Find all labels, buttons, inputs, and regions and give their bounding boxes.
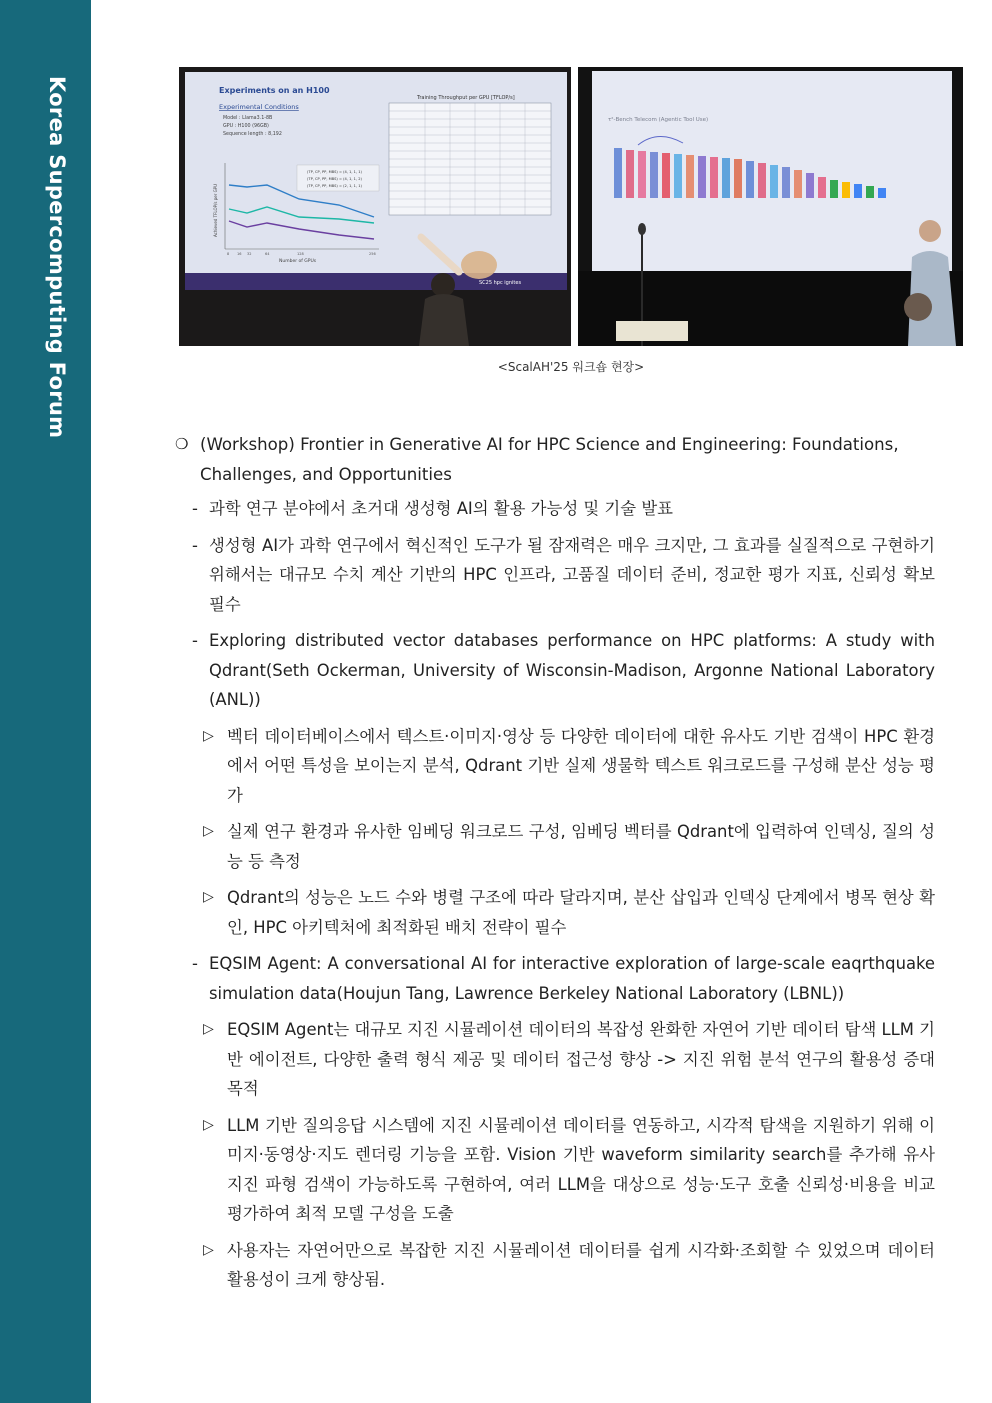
list-item <box>192 531 935 620</box>
condition-2: GPU : H100 (96GB) <box>223 124 269 129</box>
slide-footer-logo: SC25 hpc ignites <box>479 280 522 286</box>
list-item <box>192 494 935 524</box>
workshop-section <box>175 430 935 1302</box>
legend-2: (TP, CP, PP, MBS) = (4, 1, 1, 2) <box>307 177 362 181</box>
legend-1: (TP, CP, PP, MBS) = (4, 1, 1, 1) <box>307 170 362 174</box>
list-item-text: EQSIM Agent: A conversational AI for interactive exploration of large-scale eaqrthquake simulation data(Houjun Tang, Lawrence Berkeley National Laboratory (LBNL)) <box>209 954 935 1003</box>
sub-list-item-text: Qdrant의 성능은 노드 수와 병렬 구조에 따라 달라지며, 분산 삽입과 인덱싱 단계에서 병목 현상 확인, HPC 아키텍처에 최적화된 배치 전략이 필수 <box>227 888 935 937</box>
sub-list-item <box>203 722 935 811</box>
condition-3: Sequence length : 8,192 <box>223 132 282 137</box>
list-item-text: 과학 연구 분야에서 초거대 생성형 AI의 활용 가능성 및 기술 발표 <box>209 499 673 518</box>
chart-xlabel: Number of GPUs <box>279 259 317 264</box>
workshop-photo-right <box>578 67 963 346</box>
sub-list-item-text: LLM 기반 질의응답 시스템에 지진 시뮬레이션 데이터를 연동하고, 시각적 탐색을 지원하기 위해 이미지·동영상·지도 렌더링 기능을 포함. Vision 기반 waveform similarity search를 추가해 유사 지진 파형 검색이 가능하도록 구현하여, 여러 LLM을 대상으로 성능·도구 호출 신뢰성·비용을 비교 평가하여 최적 모델 구성을 도출 <box>227 1115 935 1223</box>
dash-marker: - <box>192 631 198 650</box>
triangle-bullet-icon: ▷ <box>203 1241 214 1258</box>
section-heading <box>175 430 935 489</box>
list-item <box>192 626 935 715</box>
sidebar-band <box>0 0 91 1403</box>
photo-caption: <ScalAH'25 워크숍 현장> <box>497 360 645 374</box>
dash-marker: - <box>192 499 198 518</box>
condition-1: Model : Llama3.1-8B <box>223 116 273 121</box>
list-item-text: Exploring distributed vector databases performance on HPC platforms: A study with Qdrant(Seth Ockerman, University of Wisconsin-Madison, Argonne National Laboratory (ANL)) <box>209 631 935 709</box>
xtick-128: 128 <box>297 252 304 256</box>
triangle-bullet-icon: ▷ <box>203 727 214 744</box>
dash-marker: - <box>192 535 198 555</box>
section-title: (Workshop) Frontier in Generative AI for HPC Science and Engineering: Foundations, Challenges, and Opportunities <box>200 435 899 484</box>
triangle-bullet-icon: ▷ <box>203 1116 214 1133</box>
projector <box>616 321 688 341</box>
benchmark-title: τ²-Bench Telecom (Agentic Tool Use) <box>608 117 709 123</box>
triangle-bullet-icon: ▷ <box>203 823 214 839</box>
sub-list-item-text: 벡터 데이터베이스에서 텍스트·이미지·영상 등 다양한 데이터에 대한 유사도 기반 검색이 HPC 환경에서 어떤 특성을 보이는지 분석, Qdrant 기반 실제 생물학 텍스트 워크로드를 구성해 분산 성능 평가 <box>227 726 935 805</box>
dash-marker: - <box>192 954 198 973</box>
slide-title: Experiments on an H100 <box>219 86 330 95</box>
circle-bullet-icon: ❍ <box>175 435 189 453</box>
list-item-text: 생성형 AI가 과학 연구에서 혁신적인 도구가 될 잠재력은 매우 크지만, 그 효과를 실질적으로 구현하기 위해서는 대규모 수치 계산 기반의 HPC 인프라, 고품질 데이터 준비, 정교한 평가 지표, 신뢰성 확보 필수 <box>209 535 935 614</box>
triangle-bullet-icon: ▷ <box>203 889 214 905</box>
triangle-bullet-icon: ▷ <box>203 1021 214 1037</box>
list-item <box>192 949 935 1008</box>
throughput-table <box>389 103 551 215</box>
xtick-256: 256 <box>369 252 376 256</box>
sub-list-item-text: EQSIM Agent는 대규모 지진 시뮬레이션 데이터의 복잡성 완화한 자연어 기반 데이터 탐색 LLM 기반 에이전트, 다양한 출력 형식 제공 및 데이터 접근성 향상 -> 지진 위험 분석 연구의 활용성 증대 목적 <box>227 1020 935 1098</box>
sub-list-item <box>203 883 935 942</box>
sub-list-item-text: 사용자는 자연어만으로 복잡한 지진 시뮬레이션 데이터를 쉽게 시각화·조회할 수 있었으며 데이터 활용성이 크게 향상됨. <box>227 1240 935 1289</box>
legend-3: (TP, CP, PP, MBS) = (2, 1, 1, 1) <box>307 184 362 188</box>
slide-photo-benchmark <box>578 67 963 346</box>
chart-ylabel: Achieved TFLOP/s per GPU <box>213 183 218 237</box>
sub-list-item-text: 실제 연구 환경과 유사한 임베딩 워크로드 구성, 임베딩 벡터를 Qdrant에 입력하여 인덱싱, 질의 성능 등 측정 <box>227 822 935 871</box>
xtick-8: 8 <box>227 252 230 256</box>
sub-list-item <box>203 817 935 876</box>
sub-list-item <box>203 1111 935 1229</box>
sub-list-item <box>203 1015 935 1104</box>
xtick-16: 16 <box>237 252 242 256</box>
table-title: Training Throughput per GPU [TFLOP/s] <box>417 95 515 101</box>
slide-photo-h100 <box>179 67 571 346</box>
conditions-heading: Experimental Conditions <box>219 103 299 111</box>
xtick-32: 32 <box>247 252 252 256</box>
xtick-64: 64 <box>265 252 270 256</box>
sub-list-item <box>203 1236 935 1295</box>
workshop-photo-left <box>179 67 571 346</box>
sidebar-title: Korea Supercomputing Forum <box>45 76 69 439</box>
